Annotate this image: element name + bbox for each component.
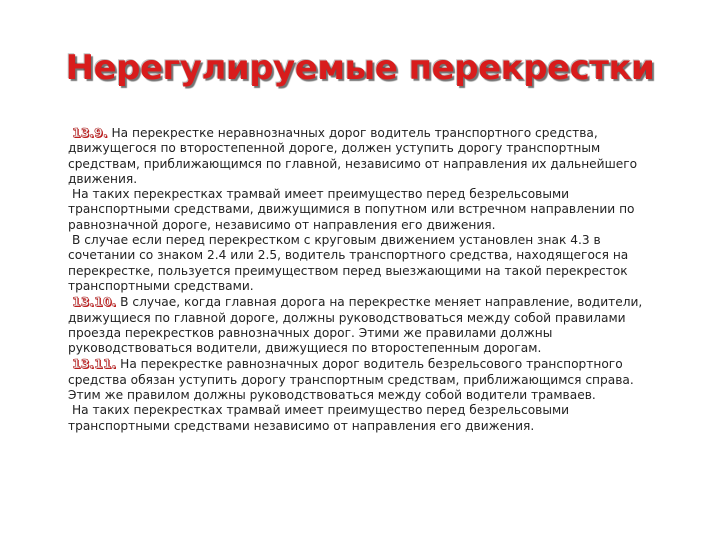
paragraph-text: На перекрестке неравнозначных дорог водитель транспортного средства, движущегося по второстепенной дороге, должен уступить дорогу транспортным средствам, приближающимся по главной, независимо от направления их дальнейшего движения. — [68, 126, 638, 186]
paragraph-text: На таких перекрестках трамвай имеет преимущество перед безрельсовыми транспортными средствами независимо от направления его движения. — [68, 403, 570, 433]
paragraph-text: На таких перекрестках трамвай имеет преимущество перед безрельсовыми транспортными средствами, движущимися в попутном или встречном направлении по равнозначной дороге, независимо от направления его движения. — [68, 187, 635, 232]
paragraph-text: В случае если перед перекрестком с круговым движением установлен знак 4.3 в сочетании со знаком 2.4 или 2.5, водитель транспортного средства, находящегося на перекрестке, пользуется преимуществом перед выезжающими на такой перекресток транспортными средствами. — [68, 233, 629, 293]
paragraph-13-9 — [68, 125, 668, 187]
rule-number: 13.11. — [72, 356, 117, 372]
rule-number: 13.10. — [72, 294, 117, 310]
paragraph-text: На перекрестке равнозначных дорог водитель безрельсового транспортного средства обязан уступить дорогу транспортным средствам, приближающимся справа. Этим же правилом должны руководствоваться между собой водители трамваев. — [68, 357, 634, 403]
paragraph-tram-priority — [68, 187, 668, 233]
paragraph-13-11 — [68, 356, 668, 403]
paragraph-13-10 — [68, 294, 668, 356]
page-title: Нерегулируемые перекрестки — [65, 48, 655, 88]
paragraph-roundabout — [68, 233, 668, 294]
rules-text — [68, 125, 668, 434]
paragraph-text: В случае, когда главная дорога на перекрестке меняет направление, водители, движущиеся по главной дороге, должны руководствоваться между собой правилами проезда перекрестков равнозначных дорог. Этими же правилами должны руководствоваться водители, движущиеся по второстепенным дорогам. — [68, 295, 643, 356]
paragraph-tram-equal — [68, 403, 668, 434]
rule-number: 13.9. — [72, 125, 108, 140]
